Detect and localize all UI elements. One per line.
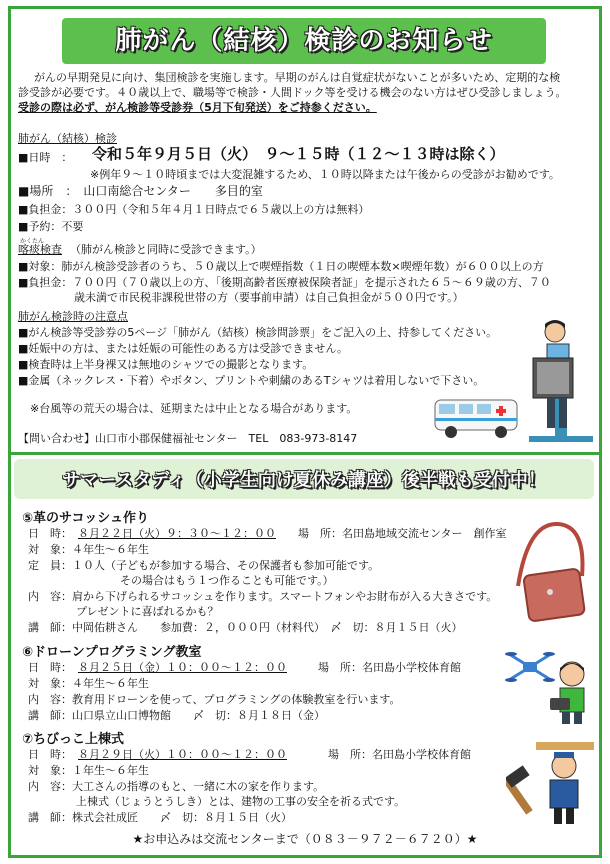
course5-capacity-2: その場合はもう１つ作ることも可能です。） [120, 574, 334, 587]
sputum-target: ■対象：肺がん検診受診者のうち、５０歳以上で喫煙指数（１日の喫煙本数×喫煙年数）が６００以上の方 [18, 260, 544, 273]
typhoon-note: ※台風等の荒天の場合は、延期または中止となる場合があります。 [30, 402, 358, 415]
course6-content: 内 容：教育用ドローンを使って、プログラミングの体験教室を行います。 [28, 693, 401, 706]
intro-line-3: 受診の際は必ず、がん検診等受診券（5月下旬発送）をご持参ください。 [18, 101, 377, 114]
course6-place: 場 所：名田島小学校体育館 [318, 661, 461, 674]
contact-info: 【問い合わせ】山口市小郡保健福祉センター TEL 083-973-8147 [18, 432, 358, 445]
summer-title: サマースタディ（小学生向け夏休み講座）後半戦も受付中！ [62, 470, 546, 491]
course5-lecturer: 講 師：中岡佑耕さん 参加費：２，０００円（材料代） 〆 切：８月１５日（火） [28, 621, 463, 634]
sputum-heading-note: （肺がん検診と同時に受診できます。） [70, 243, 262, 256]
course7-content-2: 上棟式（じょうとうしき）とは、建物の工事の安全を祈る式です。 [76, 795, 406, 808]
course5-place: 場 所：名田島地域交流センター 創作室 [298, 527, 507, 540]
lung-date-note: ※例年９～１０時頃までは大変混雑するため、１０時以降または午後からの受診がお勧めです。 [90, 168, 560, 181]
course7-title: ⑦ちびっこ上棟式 [22, 732, 125, 747]
course6-title: ⑥ドローンプログラミング教室 [22, 645, 202, 660]
course7-target: 対 象：１年生～６年生 [28, 764, 149, 777]
notes-heading: 肺がん検診時の注意点 [18, 310, 128, 323]
course5-target: 対 象：４年生～６年生 [28, 543, 149, 556]
intro-line-2: 診受診が必要です。４０歳以上で、職場等で検診・人間ドック等を受ける機会のない方はぜひ受診しましょう。 [18, 86, 567, 99]
drone-icon [505, 650, 555, 684]
section-divider [8, 452, 602, 455]
notes-item: ■がん検診等受診券の5ページ「肺がん（結核）検診問診票」をご記入の上、持参してください。 [18, 326, 498, 339]
course5-date-label: 日 時： [28, 527, 72, 540]
sputum-fee-1: ■負担金：７００円（７０歳以上の方、「後期高齢者医療被保険者証」を提示された６５～６９歳の方、７０ [18, 276, 551, 289]
course7-date-label: 日 時： [28, 748, 72, 761]
course5-title: ⑤革のサコッシュ作り [22, 511, 149, 526]
course6-date-label: 日 時： [28, 661, 72, 674]
notes-item: ■金属（ネックレス・下着）やボタン、プリントや刺繍のあるTシャツは着用しないで下さい。 [18, 374, 485, 387]
notes-item: ■検査時は上半身裸又は無地のシャツでの撮影となります。 [18, 358, 314, 371]
notes-item: ■妊娠中の方は、または妊娠の可能性のある方は受診できません。 [18, 342, 349, 355]
xray-person-icon [525, 318, 597, 444]
page-title: 肺がん（結核）検診のお知らせ [115, 26, 493, 56]
child-controller-icon [550, 660, 596, 726]
course5-capacity-1: 定 員：１０人（子どもが参加する場合、その保護者も参加可能です。 [28, 559, 380, 572]
course7-content-1: 内 容：大工さんの指導のもと、一緒に木の家を作ります。 [28, 780, 325, 793]
sputum-heading: 喀痰検査 [18, 243, 62, 256]
lung-date-value: 令和５年９月５日（火） ９～１５時（１２～１３時は除く） [92, 145, 505, 163]
ambulance-bus-icon [433, 392, 523, 442]
course5-content-2: プレゼントに喜ばれるかも？ [76, 605, 219, 618]
course6-target: 対 象：４年生～６年生 [28, 677, 149, 690]
lung-reservation: ■予約：不要 [18, 220, 84, 233]
carpenter-icon [506, 736, 596, 828]
course7-date: ８月２９日（火）１０：００～１２：００ [78, 748, 287, 761]
course6-lecturer: 講 師：山口県立山口博物館 〆 切：８月１８日（金） [28, 709, 325, 722]
lung-date-label: ■日時 ： [18, 151, 73, 164]
course5-content-1: 内 容：肩から下げられるサコッシュを作ります。スマートフォンやお財布が入る大きさです。 [28, 590, 498, 603]
course7-place: 場 所：名田島小学校体育館 [328, 748, 471, 761]
lung-place: ■場所 ： 山口南総合センター 多目的室 [18, 184, 263, 198]
sputum-fee-2: 歳未満で市民税非課税世帯の方（要事前申請）は自己負担金が５００円です。） [74, 291, 464, 304]
course7-lecturer: 講 師：株式会社成匠 〆 切：８月１５日（火） [28, 811, 292, 824]
course5-date: ８月２２日（火）９：３０～１２：００ [78, 527, 276, 540]
apply-info: ★お申込みは交流センターまで（０８３－９７２－６７２０）★ [132, 832, 478, 846]
lung-fee: ■負担金：３００円（令和５年４月１日時点で６５歳以上の方は無料） [18, 203, 370, 216]
sputum-ruby: かくたん [20, 238, 45, 245]
lung-heading: 肺がん（結核）検診 [18, 132, 117, 145]
course6-date: ８月２５日（金）１０：００～１２：００ [78, 661, 287, 674]
intro-line-1: がんの早期発見に向け、集団検診を実施します。早期のがんは自覚症状がないことが多いため、定期的な検 [34, 71, 561, 84]
bag-icon [508, 516, 594, 624]
